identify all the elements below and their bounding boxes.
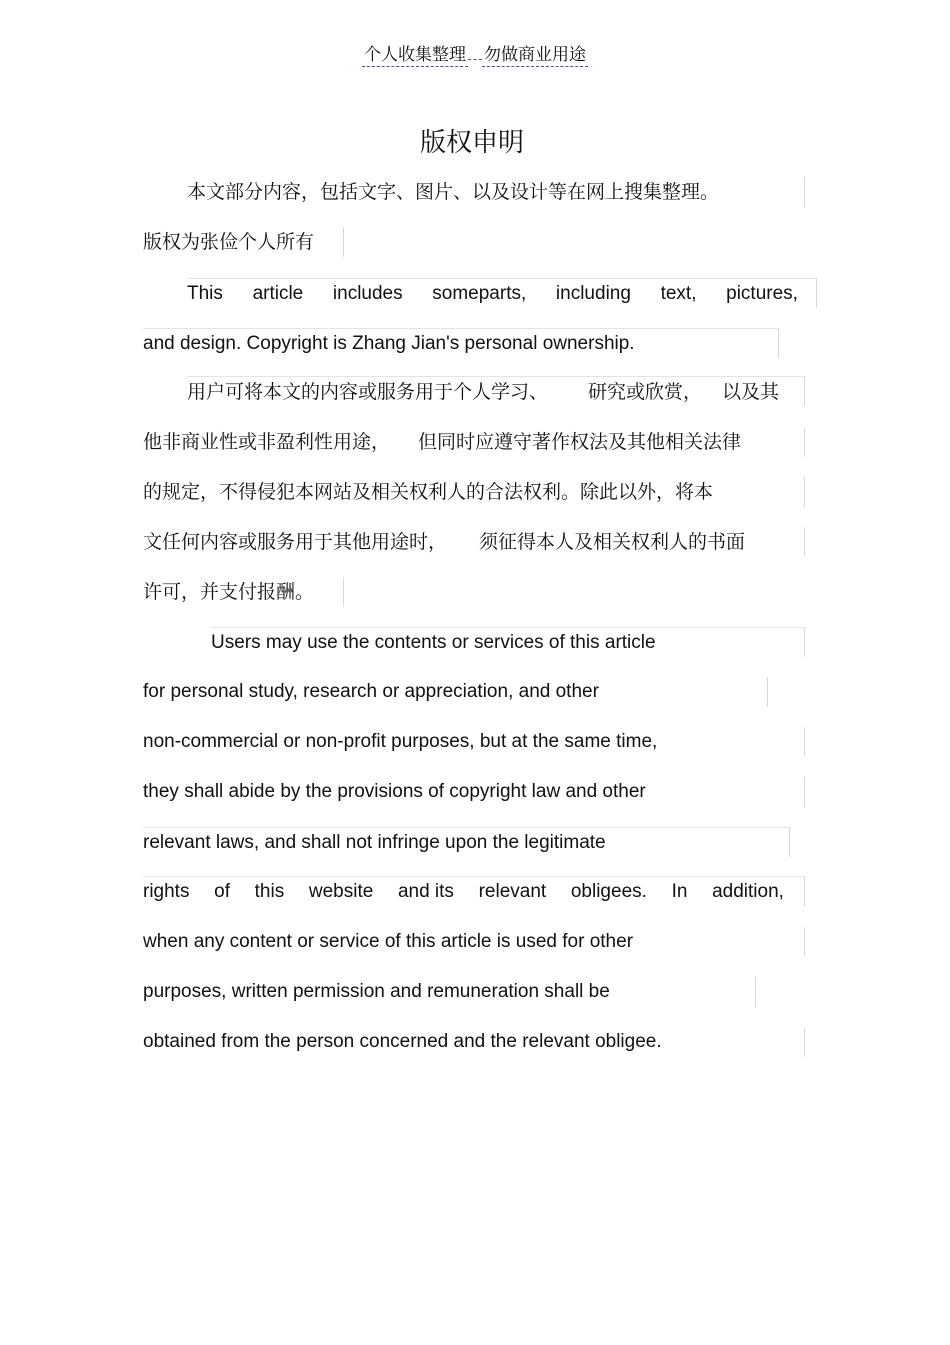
header-text-left: 个人收集整理 xyxy=(362,40,468,67)
en-para2-line8: purposes, written permission and remuneration shall be xyxy=(143,977,756,1007)
word: relevant xyxy=(478,881,547,902)
cn-para2-line4 xyxy=(143,527,805,557)
word: This xyxy=(187,283,223,304)
word: addition, xyxy=(712,881,784,902)
cn-para1-line2: 版权为张俭个人所有 xyxy=(143,227,344,257)
en-para2-line5: relevant laws, and shall not infringe upon the legitimate xyxy=(143,827,790,857)
word: of xyxy=(214,881,230,902)
en-para2-line1: Users may use the contents or services of this article xyxy=(211,627,805,657)
cn-para2-line1 xyxy=(187,376,805,406)
text-segment: 研究或欣赏， xyxy=(588,381,703,403)
word: website xyxy=(308,881,374,902)
header-text-right: 勿做商业用途 xyxy=(482,40,588,67)
en-para2-line2: for personal study, research or appreciation, and other xyxy=(143,677,768,707)
text-segment: 须征得本人及相关权利人的书面 xyxy=(479,531,746,553)
word: includes xyxy=(332,283,403,304)
page-header xyxy=(0,40,950,67)
word: obligees. xyxy=(570,881,647,902)
cn-para2-line3: 的规定，不得侵犯本网站及相关权利人的合法权利。除此以外，将本 xyxy=(143,477,805,507)
word: including xyxy=(555,283,631,304)
word: In xyxy=(671,881,688,902)
text-segment: 他非商业性或非盈利性用途， xyxy=(143,431,391,453)
en-para2-line6 xyxy=(143,876,805,906)
en-para2-line9: obtained from the person concerned and the relevant obligee. xyxy=(143,1027,805,1057)
header-gap xyxy=(468,59,482,60)
word: pictures, xyxy=(726,283,798,304)
en-para1-line1 xyxy=(187,278,817,308)
document-title: 版权申明 xyxy=(419,128,524,158)
word: someparts, xyxy=(432,283,527,304)
word: text, xyxy=(660,283,697,304)
en-para2-line7: when any content or service of this article is used for other xyxy=(143,927,805,957)
cn-para2-line2 xyxy=(143,427,805,457)
cn-para1-line1: 本文部分内容，包括文字、图片、以及设计等在网上搜集整理。 xyxy=(187,177,805,207)
word: and its xyxy=(397,881,454,902)
text-segment: 用户可将本文的内容或服务用于个人学习、 xyxy=(187,381,549,403)
word: rights xyxy=(143,881,190,902)
text-segment: 文任何内容或服务用于其他用途时， xyxy=(143,531,448,553)
cn-para2-line5: 许可，并支付报酬。 xyxy=(143,577,344,607)
text-segment: 以及其 xyxy=(722,381,780,403)
en-para2-line3: non-commercial or non-profit purposes, but at the same time, xyxy=(143,727,805,757)
text-segment: 但同时应遵守著作权法及其他相关法律 xyxy=(418,431,742,453)
en-para2-line4: they shall abide by the provisions of copyright law and other xyxy=(143,777,805,807)
en-para1-line2: and design. Copyright is Zhang Jian's personal ownership. xyxy=(143,328,779,358)
word: article xyxy=(252,283,304,304)
word: this xyxy=(254,881,285,902)
